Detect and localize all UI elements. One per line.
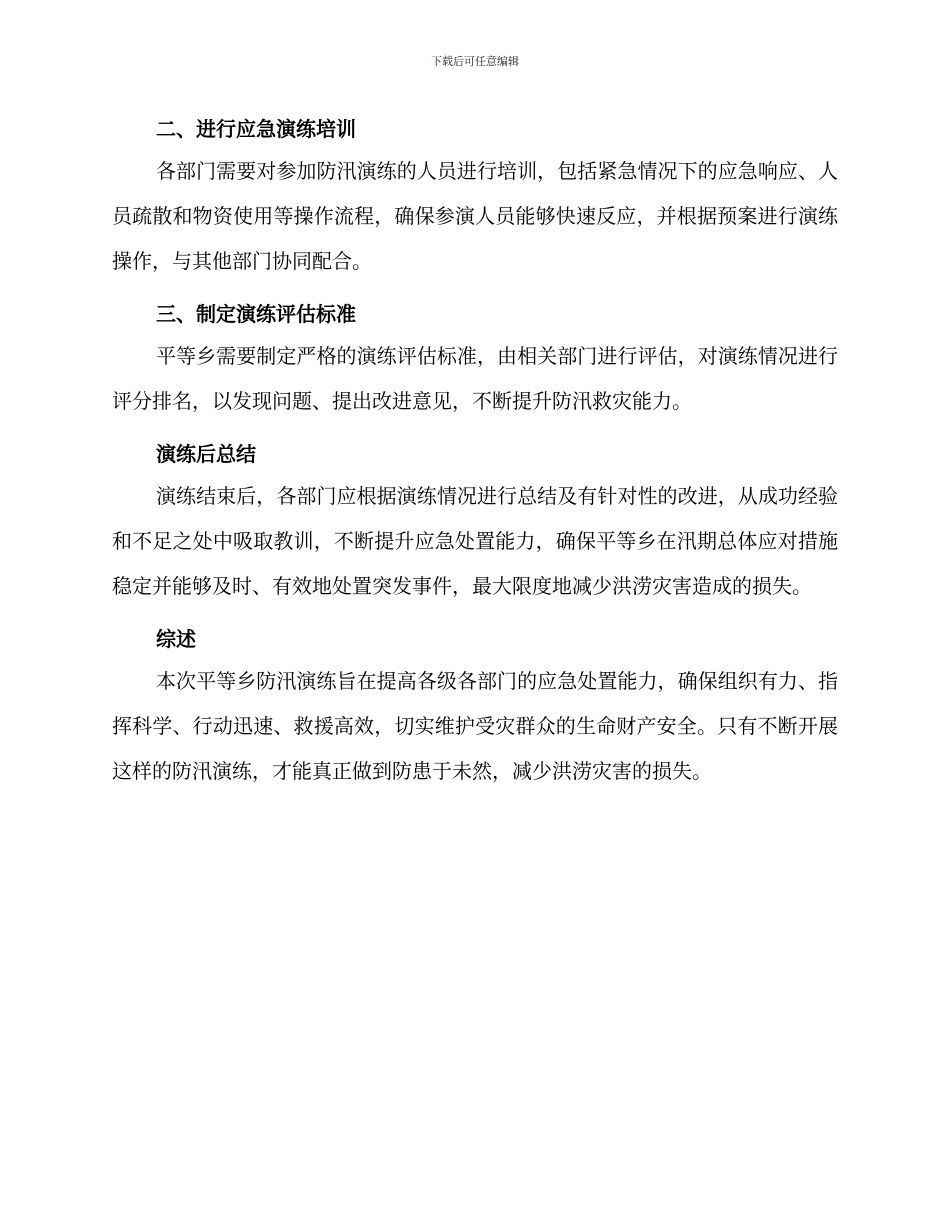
section-heading-overview: 综述: [156, 627, 196, 651]
section-paragraph-training: 各部门需要对参加防汛演练的人员进行培训，包括紧急情况下的应急响应、人员疏散和物资使用等操作流程，确保参演人员能够快速反应，并根据预案进行演练操作，与其他部门协同配合。: [112, 159, 838, 273]
page-header: 下载后可任意编辑: [431, 55, 519, 68]
section-heading-evaluation: 三、制定演练评估标准: [156, 302, 356, 326]
section-heading-training: 二、进行应急演练培训: [156, 117, 356, 141]
section-paragraph-overview: 本次平等乡防汛演练旨在提高各级各部门的应急处置能力，确保组织有力、指挥科学、行动迅速、救援高效，切实维护受灾群众的生命财产安全。只有不断开展这样的防汛演练，才能真正做到防患于未然，减少洪涝灾害的损失。: [112, 669, 838, 783]
section-paragraph-summary: 演练结束后，各部门应根据演练情况进行总结及有针对性的改进，从成功经验和不足之处中吸取教训，不断提升应急处置能力，确保平等乡在汛期总体应对措施稳定并能够及时、有效地处置突发事件，最大限度地减少洪涝灾害造成的损失。: [112, 484, 838, 598]
section-heading-summary: 演练后总结: [156, 442, 256, 466]
document-body: [112, 112, 838, 794]
section-paragraph-evaluation: 平等乡需要制定严格的演练评估标准，由相关部门进行评估，对演练情况进行评分排名，以发现问题、提出改进意见，不断提升防汛救灾能力。: [112, 344, 838, 413]
